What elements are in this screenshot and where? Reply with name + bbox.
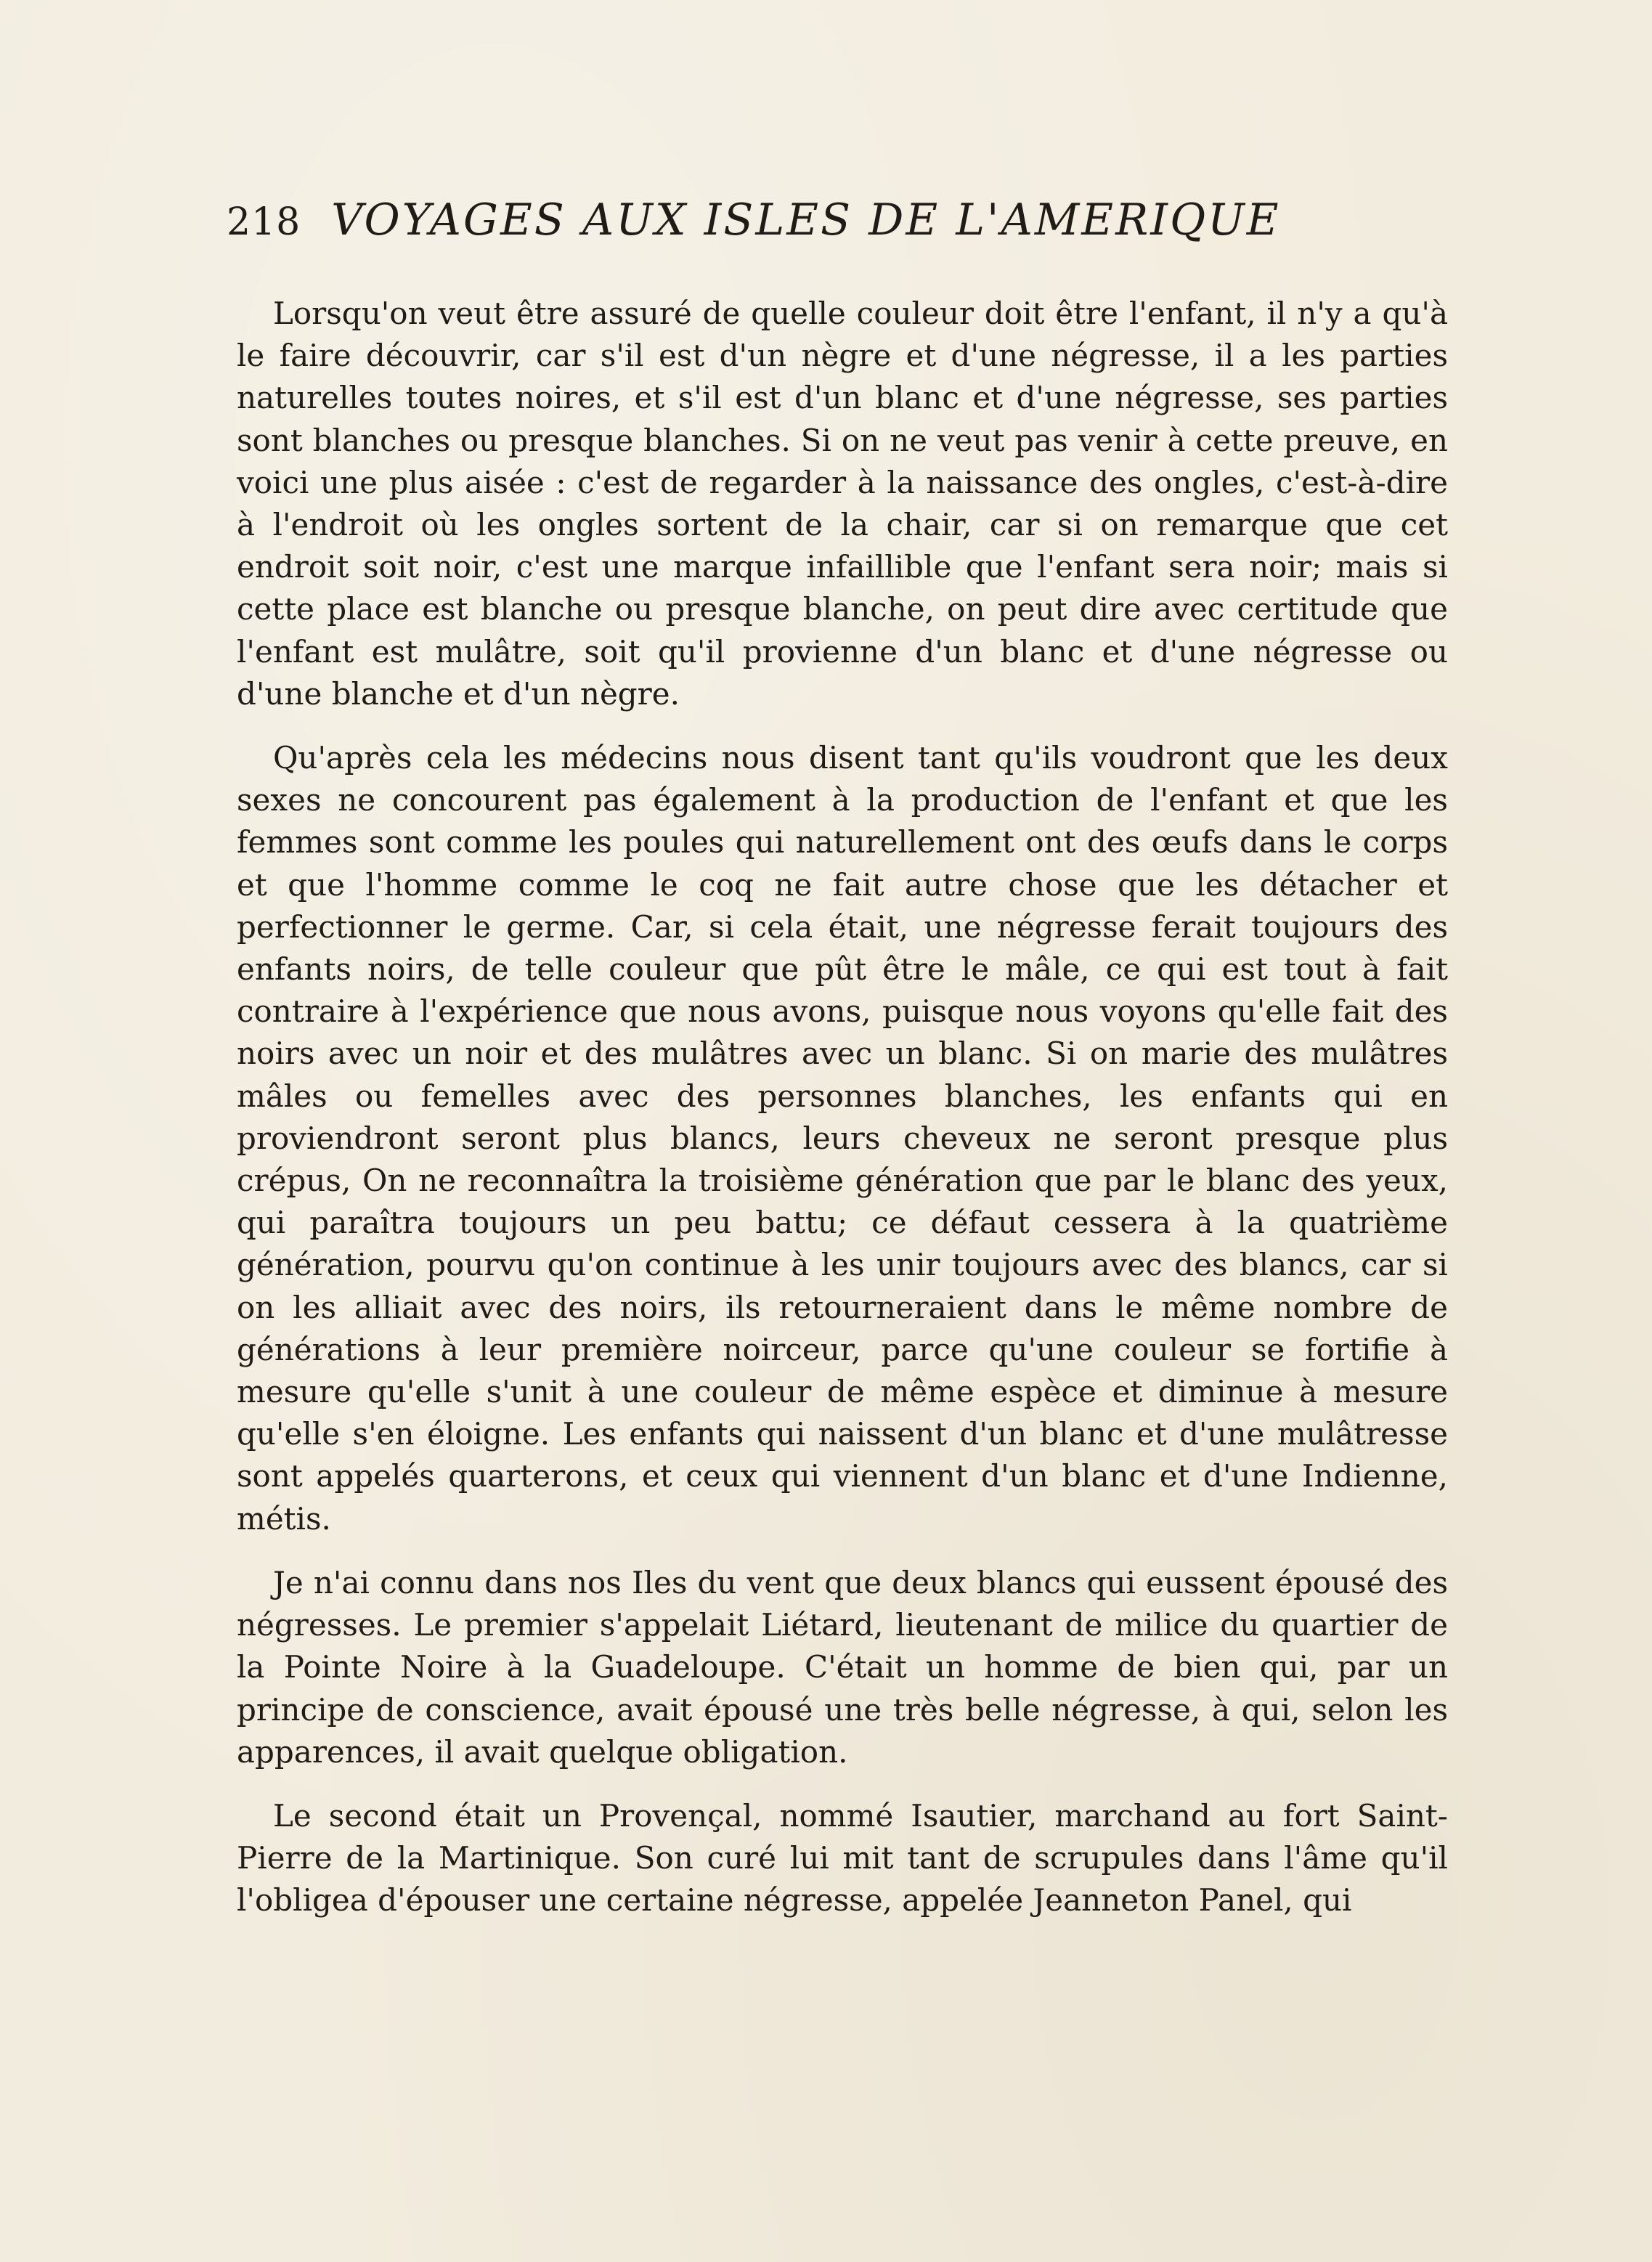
paragraph-1: Lorsqu'on veut être assuré de quelle couleur doit être l'enfant, il n'y a qu'à le faire découvrir, car s'il est d'un nègre et d'une négresse, il a les parties naturelles toutes noires, et s'il est d'un blanc et d'une négresse, ses parties sont blanches ou presque blanches. Si on ne veut pas venir à cette preuve, en voici une plus aisée : c'est de regarder à la naissance des ongles, c'est-à-dire à l'endroit où les ongles sortent de la chair, car si on remarque que cet endroit soit noir, c'est une marque infaillible que l'enfant sera noir; mais si cette place est blanche ou presque blanche, on peut dire avec certitude que l'enfant est mulâtre, soit qu'il provienne d'un blanc et d'une négresse ou d'une blanche et d'un nègre.	[237, 296, 1448, 712]
body-text	[237, 293, 1448, 1944]
running-title: VOYAGES AUX ISLES DE L'AMERIQUE	[331, 195, 1281, 245]
paragraph-4: Le second était un Provençal, nommé Isautier, marchand au fort Saint-Pierre de la Martinique. Son curé lui mit tant de scrupules dans l'âme qu'il l'obligea d'épouser une certaine négresse, appelée Jeanneton Panel, qui	[237, 1797, 1448, 1919]
page-number: 218	[227, 200, 301, 244]
paragraph-2: Qu'après cela les médecins nous disent tant qu'ils voudront que les deux sexes ne concourent pas également à la production de l'enfant et que les femmes sont comme les poules qui naturellement ont des œufs dans le corps et que l'homme comme le coq ne fait autre chose que les détacher et perfectionner le germe. Car, si cela était, une négresse ferait toujours des enfants noirs, de telle couleur que pût être le mâle, ce qui est tout à fait contraire à l'expérience que nous avons, puisque nous voyons qu'elle fait des noirs avec un noir et des mulâtres avec un blanc. Si on marie des mulâtres mâles ou femelles avec des personnes blanches, les enfants qui en proviendront seront plus blancs, leurs cheveux ne seront presque plus crépus, On ne reconnaîtra la troisième génération que par le blanc des yeux, qui paraîtra toujours un peu battu; ce défaut cessera à la quatrième génération, pourvu qu'on continue à les unir toujours avec des blancs, car si on les alliait avec des noirs, ils retourneraient dans le même nombre de générations à leur première noirceur, parce qu'une couleur se fortifie à mesure qu'elle s'unit à une couleur de même espèce et diminue à mesure qu'elle s'en éloigne. Les enfants qui naissent d'un blanc et d'une mulâtresse sont appelés quarterons, et ceux qui viennent d'un blanc et d'une Indienne, métis.	[237, 740, 1448, 1537]
page-header	[227, 195, 1461, 253]
paragraph-3: Je n'ai connu dans nos Iles du vent que deux blancs qui eussent épousé des négresses. Le premier s'appelait Liétard, lieutenant de milice du quartier de la Pointe Noire à la Guadeloupe. C'était un homme de bien qui, par un principe de conscience, avait épousé une très belle négresse, à qui, selon les apparences, il avait quelque obligation.	[237, 1564, 1448, 1770]
